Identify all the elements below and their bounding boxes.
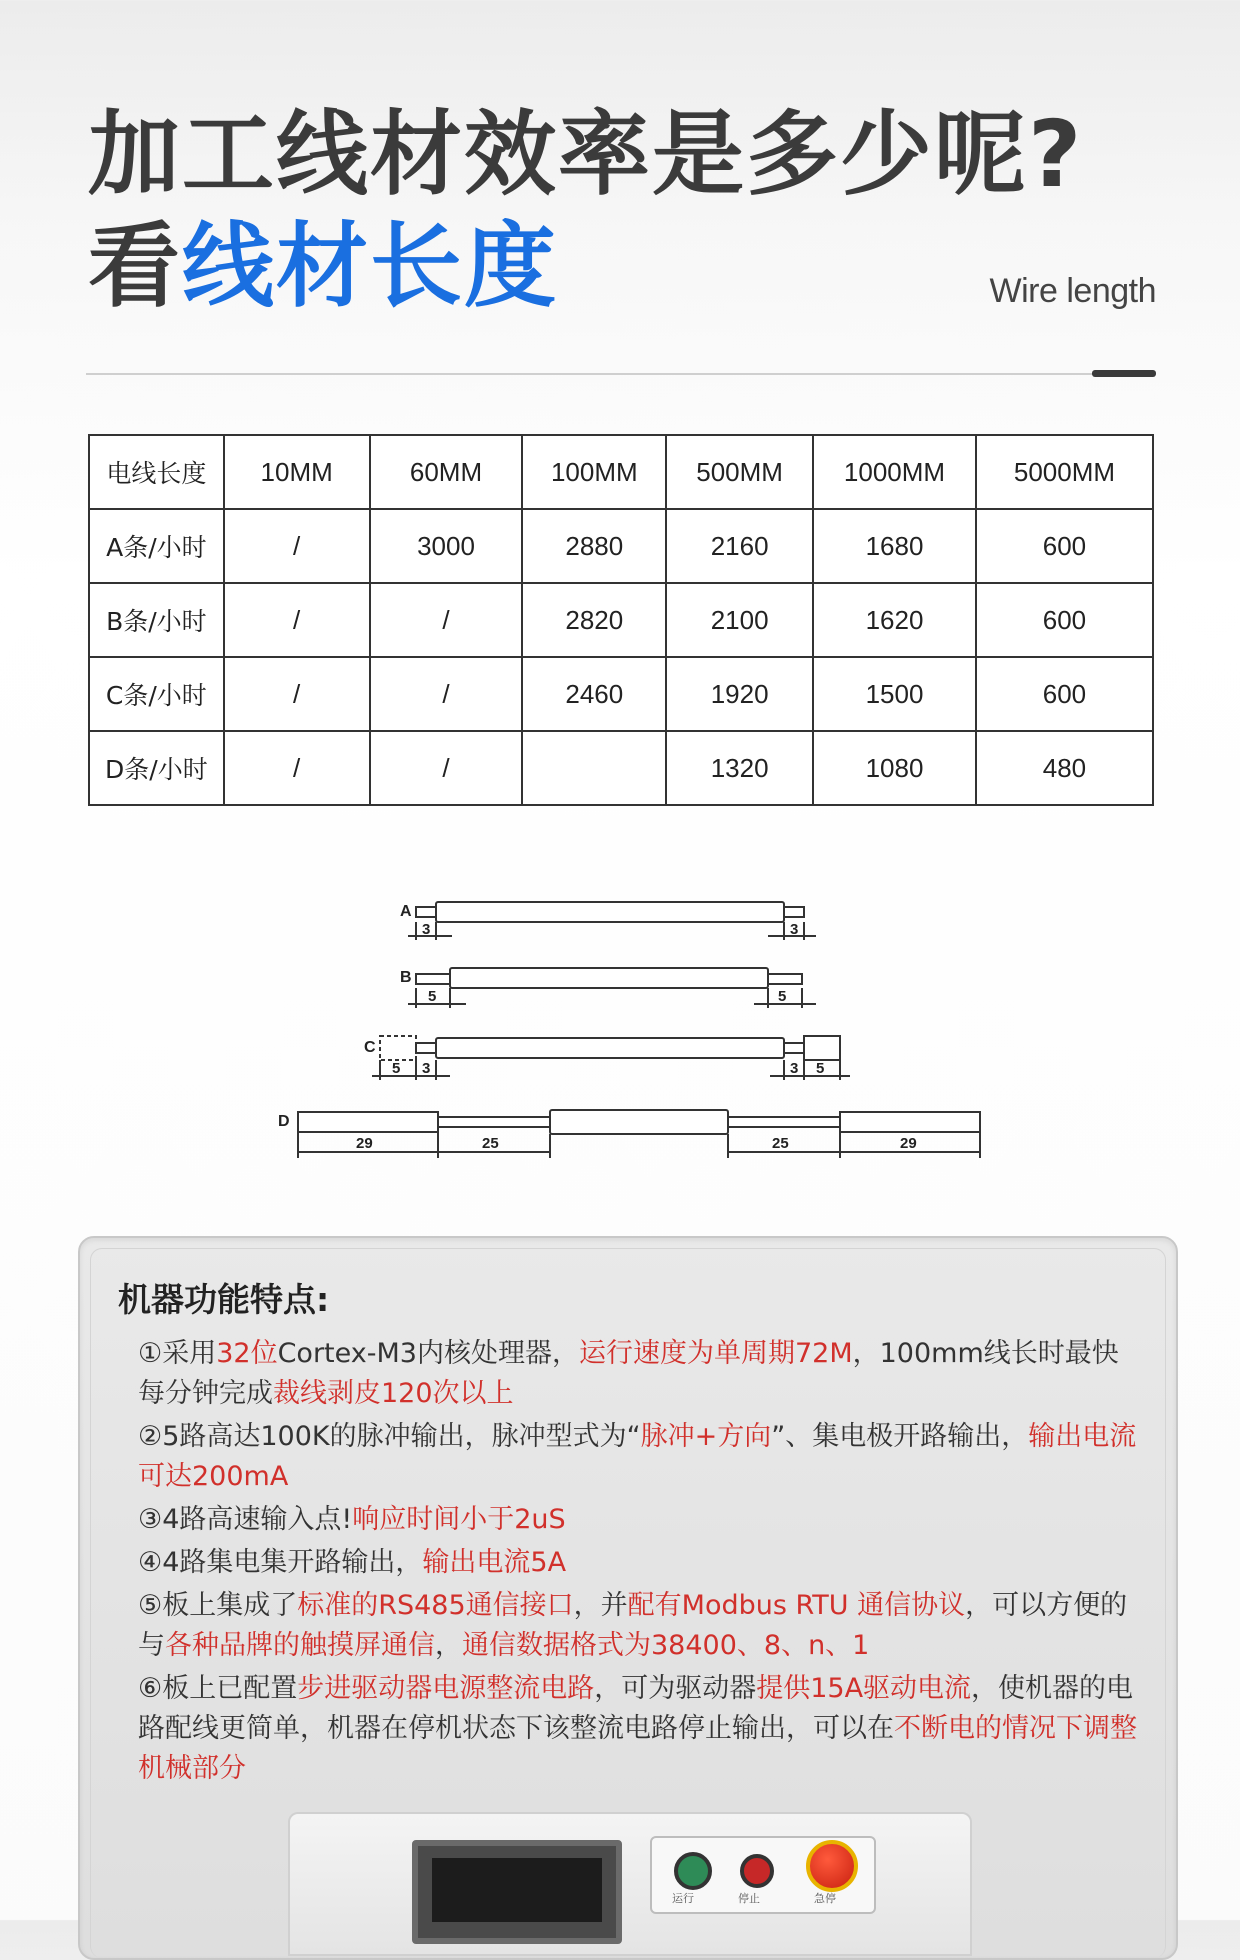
feature-item <box>138 1586 1138 1666</box>
wire-c-jacket-left <box>380 1036 416 1060</box>
table-cell: 2160 <box>666 509 813 583</box>
feature-highlight-text: 不断电的情况下调整机械部分 <box>138 1713 1137 1784</box>
dim-b-right: 5 <box>778 988 787 1005</box>
feature-text: ，100mm线长时最快每分钟完成 <box>138 1338 1119 1409</box>
feature-text: ⑥板上已配置 <box>138 1673 298 1704</box>
table-cell: 600 <box>976 509 1153 583</box>
wire-d-jacket-left <box>298 1112 438 1132</box>
table-row <box>89 731 1153 805</box>
page-title: 加工线材效率是多少呢? <box>88 101 1084 208</box>
estop-label: 急停 <box>814 1892 836 1905</box>
table-cell: 1920 <box>666 657 813 731</box>
table-cell: / <box>224 657 370 731</box>
diagram-label-a: A <box>400 903 412 920</box>
wire-a-lead-right <box>784 907 804 917</box>
table-cell: / <box>224 583 370 657</box>
wire-b-lead-right <box>768 974 802 984</box>
table-cell: 2820 <box>522 583 666 657</box>
wire-strip-diagram <box>260 880 1000 1170</box>
wire-c-body <box>436 1038 784 1058</box>
wire-c-lead-right <box>784 1043 804 1053</box>
table-cell: 1680 <box>813 509 976 583</box>
wire-d-core-left <box>438 1117 550 1127</box>
feature-highlight-text: 输出电流5A <box>422 1547 567 1578</box>
table-header-cell: 电线长度 <box>89 435 224 509</box>
diagram-label-d: D <box>278 1113 290 1130</box>
table-cell: / <box>370 657 523 731</box>
table-cell: 1500 <box>813 657 976 731</box>
wire-c-jacket-right <box>804 1036 840 1060</box>
section-divider <box>86 373 1154 375</box>
table-cell: / <box>370 583 523 657</box>
feature-text: ②5路高达100K的脉冲输出，脉冲型式为“ <box>138 1421 641 1452</box>
page-subtitle <box>88 212 558 322</box>
table-header-cell: 100MM <box>522 435 666 509</box>
table-row <box>89 657 1153 731</box>
table-header-row <box>89 435 1153 509</box>
wire-c-lead-left <box>416 1043 436 1053</box>
table-cell: 2100 <box>666 583 813 657</box>
feature-text: ，可以方便的与 <box>138 1590 1128 1661</box>
feature-text: ①采用 <box>138 1338 217 1369</box>
table-cell: 1620 <box>813 583 976 657</box>
english-subtitle: Wire length <box>989 272 1156 310</box>
feature-item <box>138 1500 1138 1540</box>
wire-b-body <box>450 968 768 988</box>
feature-text: ，使机器的电路配线更简单，机器在停机状态下该整流电路停止输出，可以在 <box>138 1673 1134 1744</box>
feature-highlight-text: 标准的RS485通信接口 <box>297 1590 574 1621</box>
feature-text: ”、集电极开路输出， <box>771 1421 1029 1452</box>
dim-c-jacket-left: 5 <box>392 1060 401 1077</box>
dim-b-left: 5 <box>428 988 437 1005</box>
table-header-cell: 60MM <box>370 435 523 509</box>
dim-d-jacket-left: 29 <box>356 1135 373 1152</box>
wire-a-lead-left <box>416 907 436 917</box>
feature-text: ，可为驱动器 <box>594 1673 757 1704</box>
feature-highlight-text: 32位 <box>216 1338 278 1369</box>
feature-highlight-text: 脉冲+方向 <box>640 1421 772 1452</box>
table-header-cell: 10MM <box>224 435 370 509</box>
dim-c-jacket-right: 5 <box>816 1060 825 1077</box>
feature-highlight-text: 步进驱动器电源整流电路 <box>297 1673 595 1704</box>
table-cell: 480 <box>976 731 1153 805</box>
feature-text: ⑤板上集成了 <box>138 1590 298 1621</box>
diagram-label-b: B <box>400 969 412 986</box>
feature-text: ，并 <box>573 1590 628 1621</box>
control-panel <box>650 1836 876 1914</box>
feature-highlight-text: 运行速度为单周期72M <box>578 1338 853 1369</box>
feature-highlight-text: 通信数据格式为38400、8、n、1 <box>462 1630 870 1661</box>
table-row-label: B条/小时 <box>89 583 224 657</box>
dim-d-core-left: 25 <box>482 1135 499 1152</box>
wire-length-table <box>88 434 1154 806</box>
table-header-cell: 500MM <box>666 435 813 509</box>
feature-text: ③4路高速输入点! <box>138 1504 353 1535</box>
feature-item <box>138 1669 1138 1789</box>
table-cell <box>522 731 666 805</box>
run-button-icon <box>674 1852 712 1890</box>
wire-b-lead-left <box>416 974 450 984</box>
table-cell: / <box>224 509 370 583</box>
stop-label: 停止 <box>738 1892 760 1905</box>
table-cell: 2880 <box>522 509 666 583</box>
table-cell: 2460 <box>522 657 666 731</box>
table-cell: 3000 <box>370 509 523 583</box>
feature-item <box>138 1334 1138 1414</box>
touch-screen <box>412 1840 622 1944</box>
subtitle-accent: 线材长度 <box>182 213 559 320</box>
table-cell: / <box>224 731 370 805</box>
feature-highlight-text: 配有Modbus RTU 通信协议 <box>627 1590 966 1621</box>
feature-title: 机器功能特点: <box>118 1280 330 1319</box>
machine-illustration <box>288 1812 972 1956</box>
dim-c-lead-right: 3 <box>790 1060 799 1077</box>
table-cell: 600 <box>976 583 1153 657</box>
wire-d-jacket-right <box>840 1112 980 1132</box>
wire-d-body <box>550 1110 728 1134</box>
feature-highlight-text: 输出电流可达200mA <box>138 1421 1137 1492</box>
table-cell: 1080 <box>813 731 976 805</box>
wire-d-core-right <box>728 1117 840 1127</box>
stop-button-icon <box>740 1854 774 1888</box>
dim-a-left: 3 <box>422 921 431 938</box>
touch-screen-display <box>432 1858 602 1922</box>
table-cell: 1320 <box>666 731 813 805</box>
feature-highlight-text: 裁线剥皮120次以上 <box>273 1378 514 1409</box>
feature-highlight-text: 提供15A驱动电流 <box>756 1673 972 1704</box>
table-row <box>89 509 1153 583</box>
dim-d-core-right: 25 <box>772 1135 789 1152</box>
feature-highlight-text: 各种品牌的触摸屏通信 <box>165 1630 435 1661</box>
table-header-cell: 1000MM <box>813 435 976 509</box>
feature-highlight-text: 响应时间小于2uS <box>352 1504 566 1535</box>
table-cell: / <box>370 731 523 805</box>
feature-text: ， <box>435 1630 462 1661</box>
feature-list <box>138 1334 1138 1792</box>
dim-c-lead-left: 3 <box>422 1060 431 1077</box>
divider-accent-mark <box>1092 370 1156 377</box>
dim-a-right: 3 <box>790 921 799 938</box>
table-row-label: A条/小时 <box>89 509 224 583</box>
diagram-label-c: C <box>364 1039 376 1056</box>
table-header-cell: 5000MM <box>976 435 1153 509</box>
emergency-stop-icon <box>806 1840 858 1892</box>
dim-d-jacket-right: 29 <box>900 1135 917 1152</box>
table-row <box>89 583 1153 657</box>
wire-a-body <box>436 902 784 922</box>
feature-text: Cortex-M3内核处理器， <box>277 1338 579 1369</box>
run-label: 运行 <box>672 1892 694 1905</box>
feature-text: ④4路集电集开路输出， <box>138 1547 423 1578</box>
table-cell: 600 <box>976 657 1153 731</box>
subtitle-prefix: 看 <box>88 213 183 320</box>
feature-item <box>138 1417 1138 1497</box>
table-row-label: C条/小时 <box>89 657 224 731</box>
table-row-label: D条/小时 <box>89 731 224 805</box>
feature-item <box>138 1543 1138 1583</box>
